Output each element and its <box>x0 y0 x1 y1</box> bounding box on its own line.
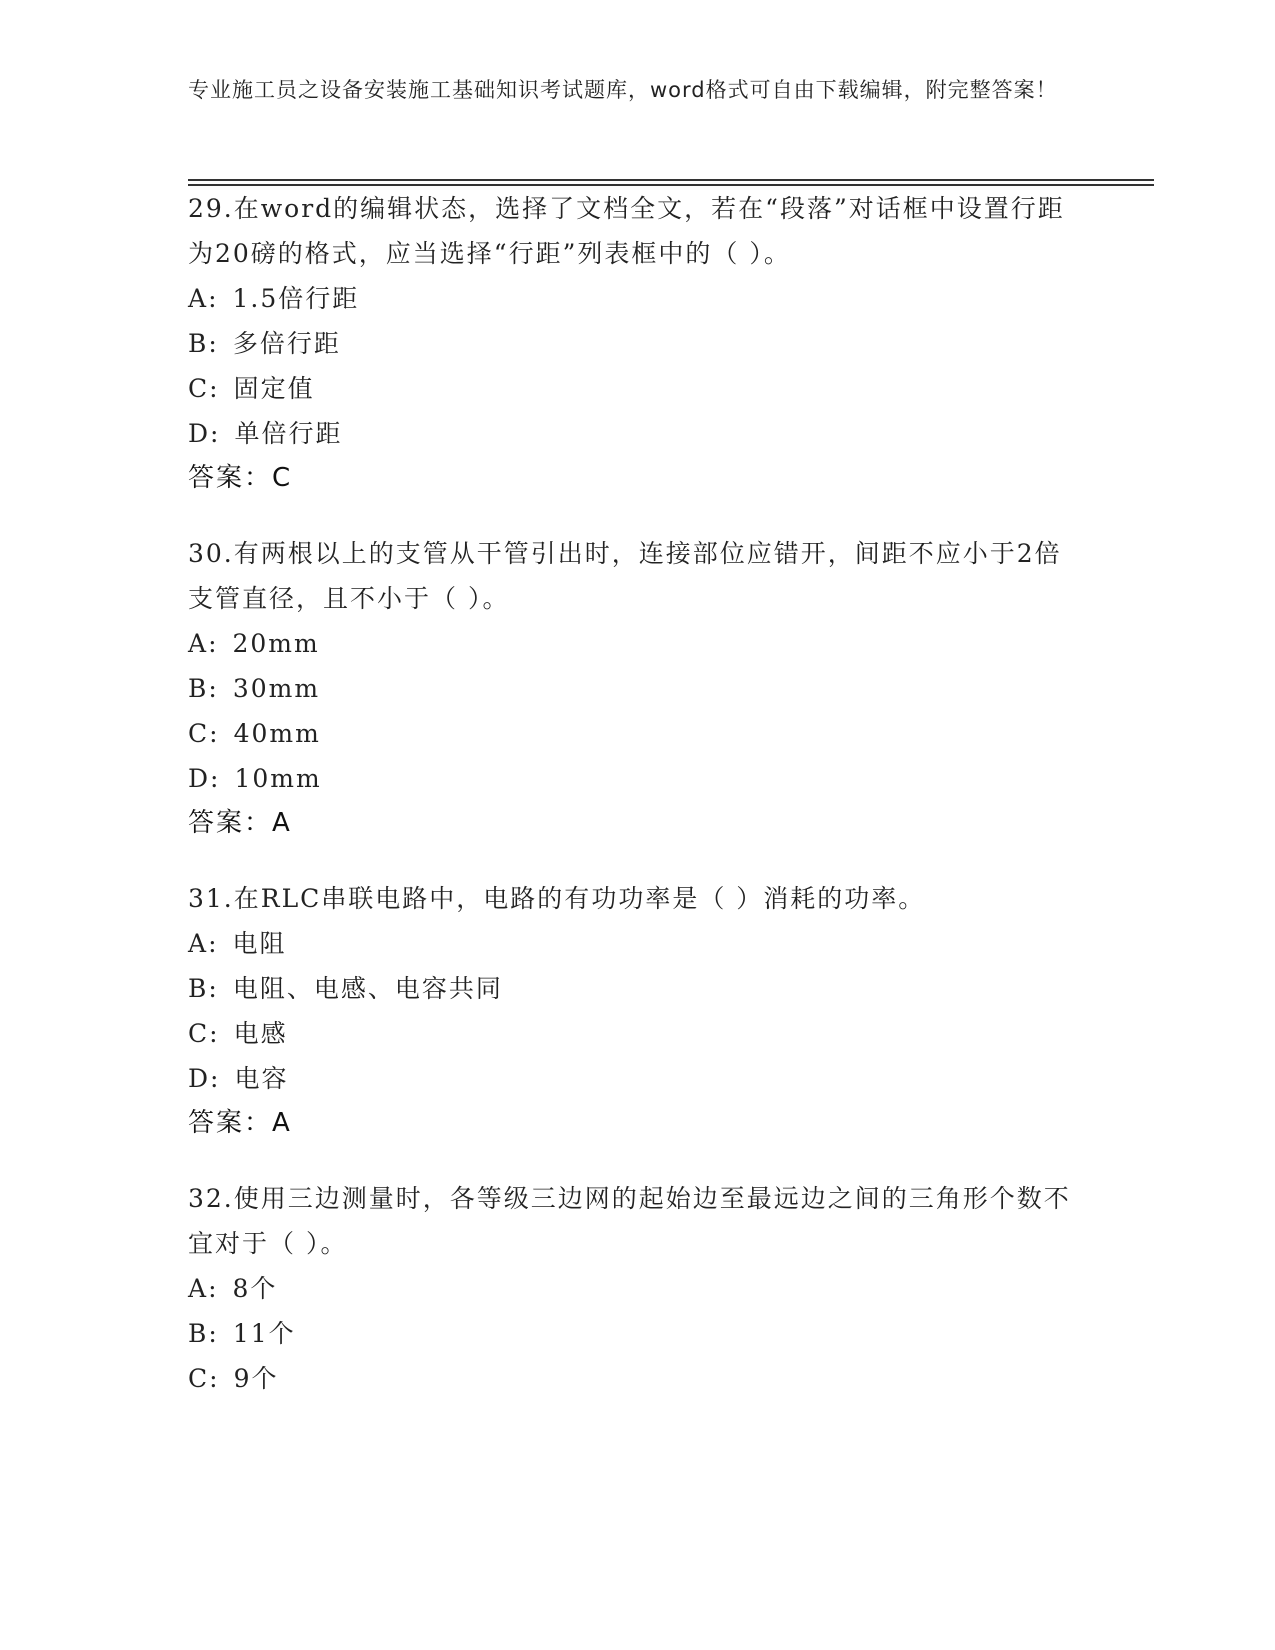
option-c <box>188 1011 1088 1056</box>
option-separator: : <box>208 974 219 1003</box>
option-letter: D <box>188 1064 211 1093</box>
option-b <box>188 966 1088 1011</box>
option-letter: C <box>188 374 210 403</box>
option-d <box>188 756 1088 801</box>
option-letter: B <box>188 1319 209 1348</box>
question-32 <box>188 1176 1088 1401</box>
question-list <box>188 186 1088 1431</box>
option-text: 10mm <box>234 764 322 793</box>
option-letter: B <box>188 329 209 358</box>
option-text: 电容 <box>234 1064 289 1093</box>
option-separator: : <box>208 1274 219 1303</box>
option-letter: A <box>188 629 209 658</box>
answer-line: 答案：A <box>188 808 292 838</box>
option-text: 单倍行距 <box>234 419 343 448</box>
option-text: 11个 <box>232 1319 296 1348</box>
option-text: 1.5倍行距 <box>232 284 360 313</box>
option-separator: : <box>208 629 219 658</box>
option-a <box>188 1266 1088 1311</box>
question-text: 29.在word的编辑状态，选择了文档全文，若在“段落”对话框中设置行距为20磅的格式，应当选择“行距”列表框中的（ ）。 <box>188 194 1065 268</box>
option-b <box>188 666 1088 711</box>
option-letter: A <box>188 1274 209 1303</box>
option-text: 20mm <box>232 629 320 658</box>
option-c <box>188 711 1088 756</box>
option-letter: B <box>188 974 209 1003</box>
option-separator: : <box>210 419 221 448</box>
option-text: 多倍行距 <box>232 329 341 358</box>
question-text: 31.在RLC串联电路中，电路的有功功率是（ ）消耗的功率。 <box>188 884 926 913</box>
option-text: 固定值 <box>233 374 315 403</box>
document-header: 专业施工员之设备安装施工基础知识考试题库，word格式可自由下载编辑，附完整答案！ <box>188 78 1058 102</box>
option-a <box>188 276 1088 321</box>
option-separator: : <box>210 764 221 793</box>
option-letter: C <box>188 1364 210 1393</box>
header-rule-top <box>188 179 1154 181</box>
option-separator: : <box>208 284 219 313</box>
option-letter: B <box>188 674 209 703</box>
option-d <box>188 411 1088 456</box>
option-letter: C <box>188 719 210 748</box>
answer-line: 答案：C <box>188 463 293 493</box>
option-c <box>188 1356 1088 1401</box>
option-letter: D <box>188 419 211 448</box>
option-letter: C <box>188 1019 210 1048</box>
option-separator: : <box>208 674 219 703</box>
answer-line: 答案：A <box>188 1108 292 1138</box>
option-b <box>188 321 1088 366</box>
option-a <box>188 621 1088 666</box>
question-30 <box>188 531 1088 846</box>
option-separator: : <box>209 374 220 403</box>
option-separator: : <box>208 929 219 958</box>
option-separator: : <box>210 1064 221 1093</box>
option-text: 电阻、电感、电容共同 <box>232 974 503 1003</box>
option-text: 9个 <box>233 1364 279 1393</box>
option-letter: A <box>188 284 209 313</box>
question-31 <box>188 876 1088 1146</box>
option-letter: A <box>188 929 209 958</box>
option-text: 8个 <box>232 1274 278 1303</box>
option-separator: : <box>208 329 219 358</box>
option-b <box>188 1311 1088 1356</box>
option-letter: D <box>188 764 211 793</box>
option-separator: : <box>209 1019 220 1048</box>
option-text: 30mm <box>232 674 321 703</box>
option-text: 电阻 <box>232 929 287 958</box>
option-text: 电感 <box>233 1019 288 1048</box>
option-d <box>188 1056 1088 1101</box>
option-a <box>188 921 1088 966</box>
option-separator: : <box>209 1364 220 1393</box>
option-separator: : <box>208 1319 219 1348</box>
question-text: 30.有两根以上的支管从干管引出时，连接部位应错开，间距不应小于2倍支管直径，且不小于（ ）。 <box>188 539 1062 613</box>
option-separator: : <box>209 719 220 748</box>
question-29 <box>188 186 1088 501</box>
option-text: 40mm <box>233 719 321 748</box>
option-c <box>188 366 1088 411</box>
question-text: 32.使用三边测量时，各等级三边网的起始边至最远边之间的三角形个数不宜对于（ ）。 <box>188 1184 1071 1258</box>
